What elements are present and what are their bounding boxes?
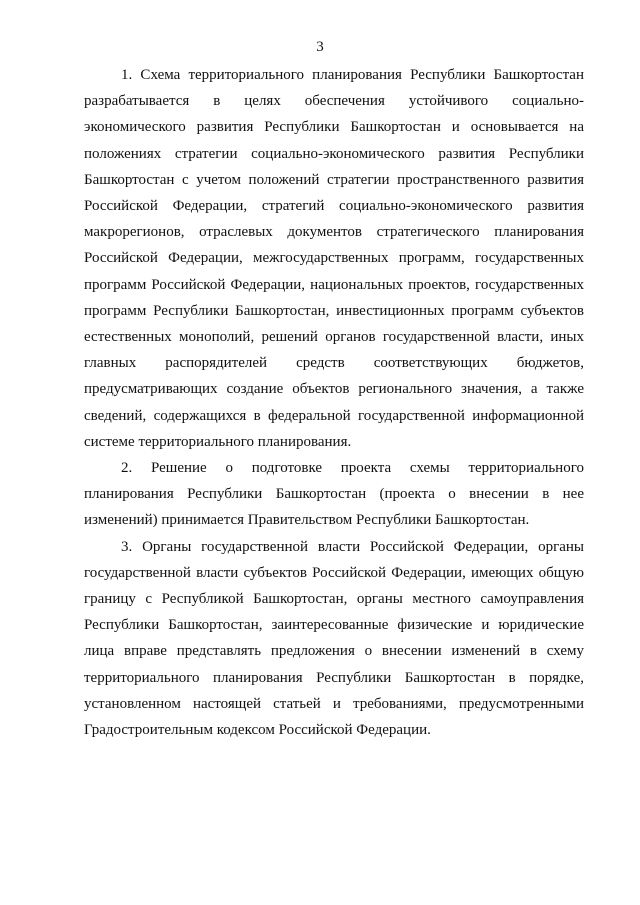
paragraph-3: 3. Органы государственной власти Российской Федерации, органы государственной власти субъектов Российской Федерации, имеющих общую границу с Республикой Башкортостан, органы местного самоуправления Республики Башкортостан, заинтересованные физические и юридические лица вправе представлять предложения о внесении изменений в схему территориального планирования Республики Башкортостан в порядке, установленном настоящей статьей и требованиями, предусмотренными Градостроительным кодексом Российской Федерации. [84, 538, 584, 739]
paragraph-1: 1. Схема территориального планирования Республики Башкортостан разрабатывается в целях обеспечения устойчивого социально-экономического развития Республики Башкортостан и основывается на положениях стратегии социально-экономического развития Республики Башкортостан с учетом положений стратегии пространственного развития Российской Федерации, стратегий социально-экономического развития макрорегионов, отраслевых документов стратегического планирования Российской Федерации, межгосударственных программ, государственных программ Российской Федерации, национальных проектов, государственных программ Республики Башкортостан, инвестиционных программ субъектов естественных монополий, решений органов государственной власти, иных главных распорядителей средств соответствующих бюджетов, предусматривающих создание объектов регионального значения, а также сведений, содержащихся в федеральной государственной информационной системе территориального планирования. [84, 67, 584, 450]
page-number: 3 [316, 39, 324, 55]
paragraph-2: 2. Решение о подготовке проекта схемы территориального планирования Республики Башкортостан (проекта о внесении в нее изменений) принимается Правительством Республики Башкортостан. [84, 460, 584, 529]
document-body [84, 62, 584, 743]
